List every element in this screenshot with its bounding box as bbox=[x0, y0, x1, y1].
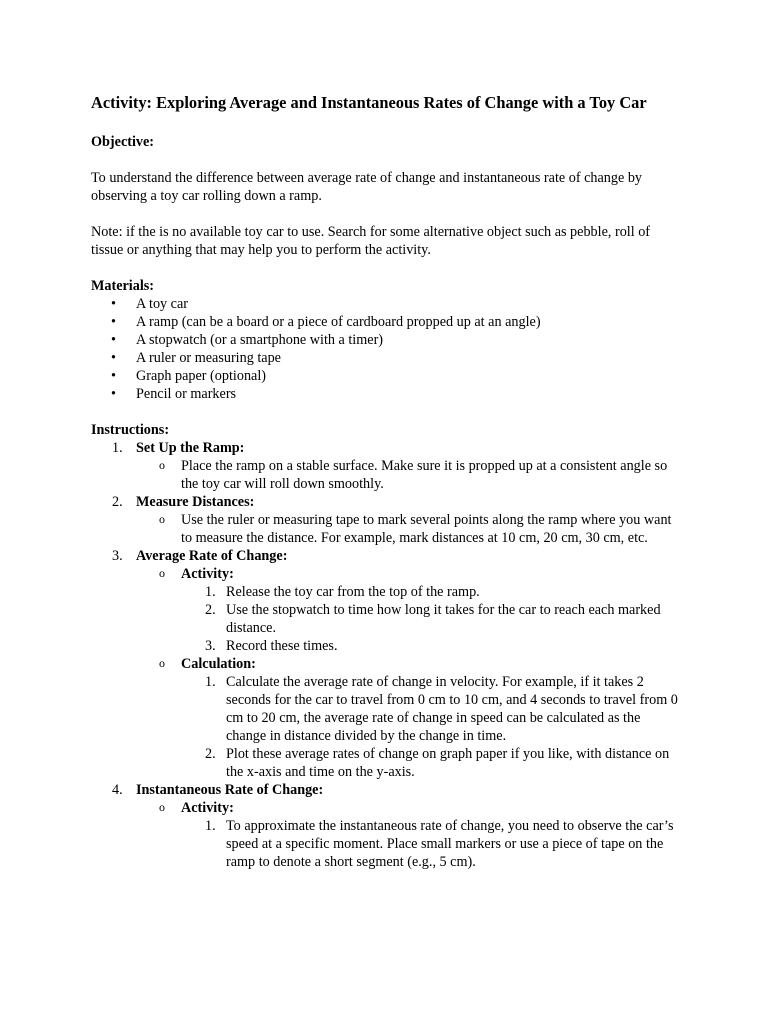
inner-item-text: Calculate the average rate of change in velocity. For example, if it takes 2 seconds for the car to travel from 0 cm to 10 cm, and 4 seconds to travel from 0 cm to 20 cm, the average rate of change in speed can be calculated as the change in distance divided by the change in time. bbox=[226, 674, 678, 744]
list-item bbox=[91, 295, 683, 313]
bullet-icon: • bbox=[111, 296, 116, 312]
material-item-label: Graph paper (optional) bbox=[136, 368, 267, 384]
inner-number: 3. bbox=[205, 638, 216, 654]
objective-heading: Objective: bbox=[91, 134, 155, 150]
sub-item bbox=[136, 511, 683, 547]
inner-item bbox=[181, 637, 683, 655]
list-item bbox=[91, 331, 683, 349]
list-item bbox=[91, 349, 683, 367]
inner-item-text: Plot these average rates of change on graph paper if you like, with distance on the x-axis and time on the y-axis. bbox=[226, 746, 670, 780]
circle-bullet-icon: o bbox=[159, 512, 165, 526]
inner-item bbox=[181, 583, 683, 601]
step-title: Measure Distances: bbox=[136, 494, 255, 510]
inner-number: 1. bbox=[205, 584, 216, 600]
instructions-list bbox=[91, 439, 683, 871]
inner-list bbox=[181, 817, 683, 871]
circle-bullet-icon: o bbox=[159, 800, 165, 814]
material-item-label: Pencil or markers bbox=[136, 386, 237, 402]
sub-item-text: Place the ramp on a stable surface. Make sure it is propped up at a consistent angle so the toy car will roll down smoothly. bbox=[181, 458, 668, 492]
materials-list bbox=[91, 295, 683, 403]
objective-text: To understand the difference between average rate of change and instantaneous rate of change by observing a toy car rolling down a ramp. bbox=[91, 170, 643, 204]
sub-list bbox=[136, 457, 683, 493]
materials-heading: Materials: bbox=[91, 278, 155, 294]
inner-number: 2. bbox=[205, 746, 216, 762]
sub-item bbox=[136, 457, 683, 493]
inner-item-text: To approximate the instantaneous rate of change, you need to observe the car’s speed at a specific moment. Place small markers or use a piece of tape on the ramp to denote a short segment (e.g., 5 cm). bbox=[226, 818, 674, 870]
inner-list bbox=[181, 583, 683, 655]
material-item-label: A toy car bbox=[136, 296, 189, 312]
sub-item-label: Activity: bbox=[181, 566, 234, 582]
inner-list bbox=[181, 673, 683, 781]
sub-item bbox=[136, 655, 683, 781]
step-number: 1. bbox=[112, 440, 123, 456]
bullet-icon: • bbox=[111, 386, 116, 402]
list-item bbox=[91, 367, 683, 385]
inner-item-text: Use the stopwatch to time how long it takes for the car to reach each marked distance. bbox=[226, 602, 661, 636]
inner-item bbox=[181, 817, 683, 871]
sub-item bbox=[136, 799, 683, 871]
inner-item-text: Record these times. bbox=[226, 638, 338, 654]
step-number: 4. bbox=[112, 782, 123, 798]
inner-item-text: Release the toy car from the top of the ramp. bbox=[226, 584, 480, 600]
list-item bbox=[91, 313, 683, 331]
material-item-label: A ramp (can be a board or a piece of cardboard propped up at an angle) bbox=[136, 314, 541, 330]
bullet-icon: • bbox=[111, 368, 116, 384]
step-title: Average Rate of Change: bbox=[136, 548, 288, 564]
material-item-label: A stopwatch (or a smartphone with a timer) bbox=[136, 332, 384, 348]
bullet-icon: • bbox=[111, 332, 116, 348]
step-title: Set Up the Ramp: bbox=[136, 440, 245, 456]
objective-note: Note: if the is no available toy car to use. Search for some alternative object such as pebble, roll of tissue or anything that may help you to perform the activity. bbox=[91, 224, 651, 258]
sub-list bbox=[136, 799, 683, 871]
inner-number: 1. bbox=[205, 818, 216, 834]
step-number: 2. bbox=[112, 494, 123, 510]
bullet-icon: • bbox=[111, 314, 116, 330]
bullet-icon: • bbox=[111, 350, 116, 366]
material-item-label: A ruler or measuring tape bbox=[136, 350, 281, 366]
inner-item bbox=[181, 745, 683, 781]
sub-list bbox=[136, 565, 683, 781]
inner-item bbox=[181, 673, 683, 745]
circle-bullet-icon: o bbox=[159, 566, 165, 580]
document-title: Activity: Exploring Average and Instantaneous Rates of Change with a Toy Car bbox=[91, 93, 647, 112]
circle-bullet-icon: o bbox=[159, 458, 165, 472]
step-number: 3. bbox=[112, 548, 123, 564]
inner-number: 1. bbox=[205, 674, 216, 690]
instructions-heading: Instructions: bbox=[91, 422, 170, 438]
list-item bbox=[91, 385, 683, 403]
step-title: Instantaneous Rate of Change: bbox=[136, 782, 324, 798]
instruction-step bbox=[91, 439, 683, 493]
instruction-step bbox=[91, 493, 683, 547]
inner-number: 2. bbox=[205, 602, 216, 618]
sub-item bbox=[136, 565, 683, 655]
circle-bullet-icon: o bbox=[159, 656, 165, 670]
inner-item bbox=[181, 601, 683, 637]
sub-list bbox=[136, 511, 683, 547]
sub-item-label: Activity: bbox=[181, 800, 234, 816]
sub-item-text: Use the ruler or measuring tape to mark several points along the ramp where you want to measure the distance. For example, mark distances at 10 cm, 20 cm, 30 cm, etc. bbox=[181, 512, 672, 546]
document-body bbox=[91, 93, 683, 871]
sub-item-label: Calculation: bbox=[181, 656, 256, 672]
instruction-step bbox=[91, 781, 683, 871]
instruction-step bbox=[91, 547, 683, 781]
